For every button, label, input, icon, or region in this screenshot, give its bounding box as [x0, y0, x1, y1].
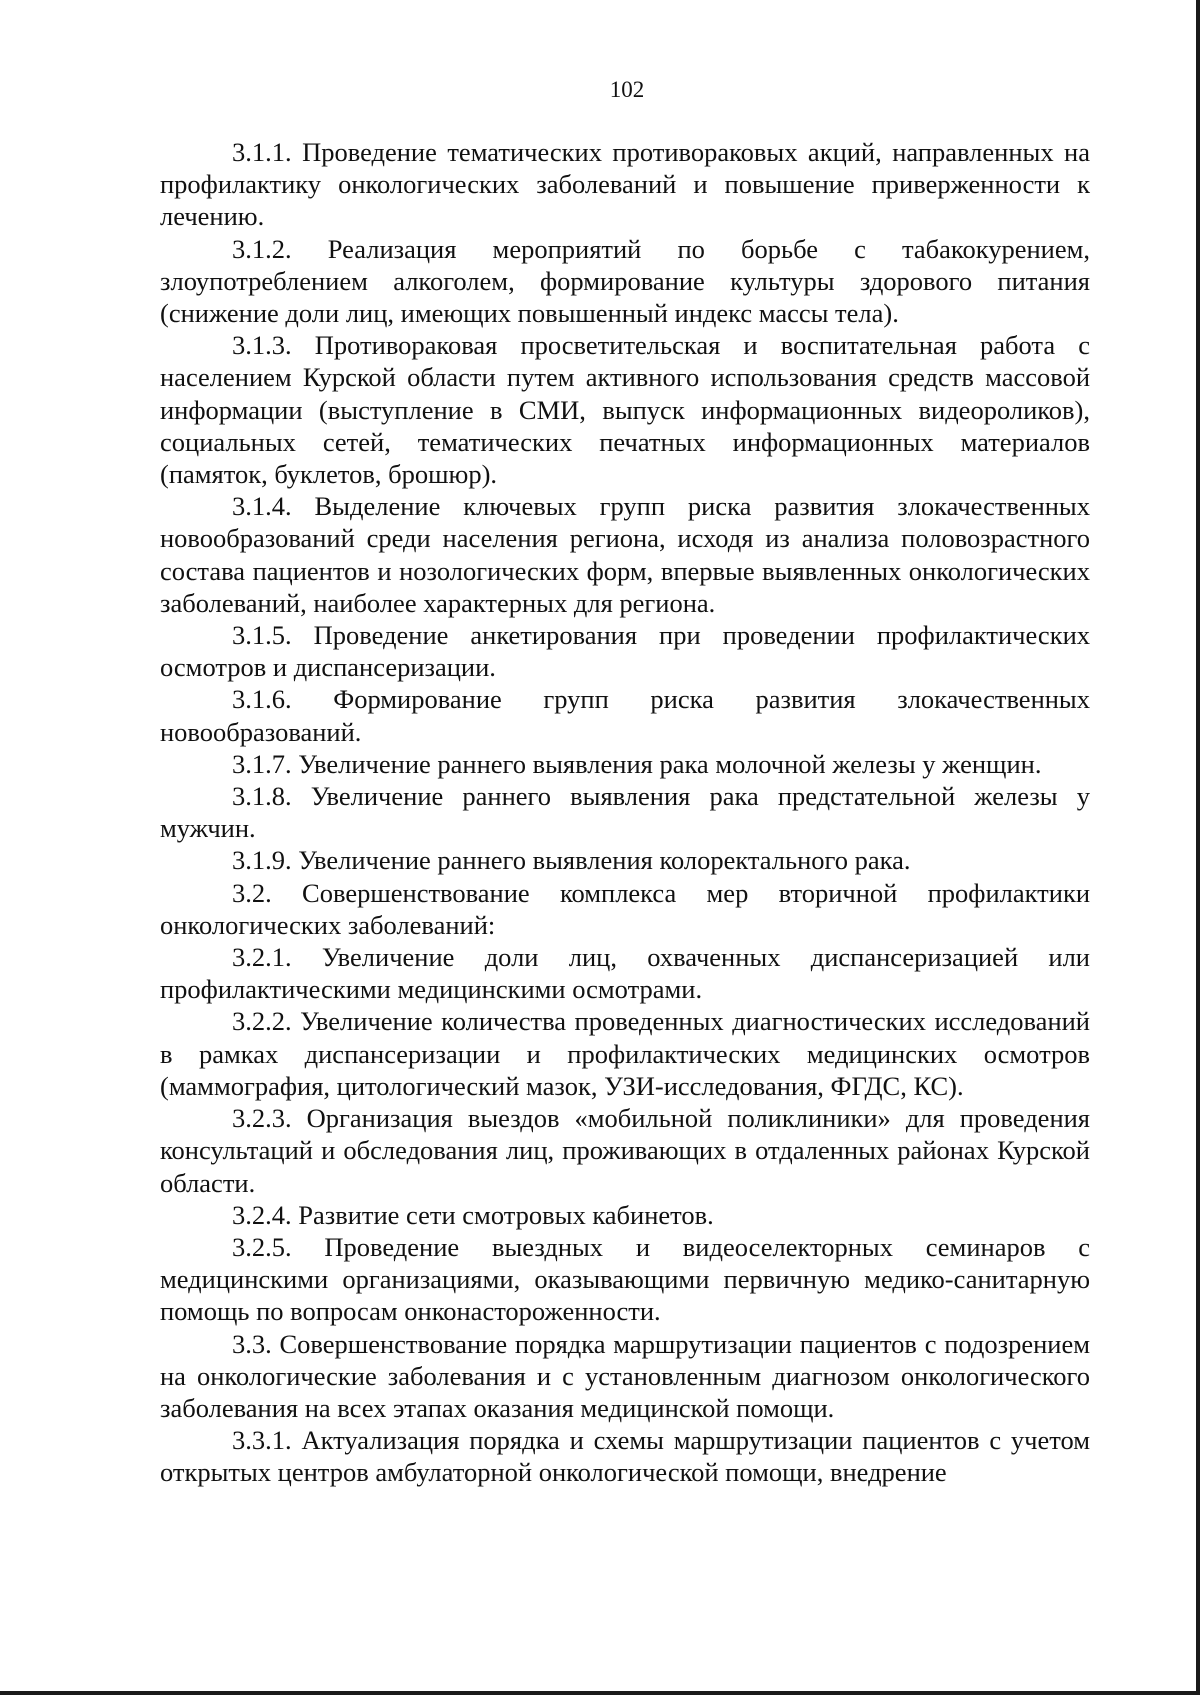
paragraph-3-1-8: 3.1.8. Увеличение раннего выявления рака предстательной железы у мужчин. [160, 781, 1090, 844]
paragraph-3-2-2: 3.2.2. Увеличение количества проведенных диагностических исследований в рамках диспансеризации и профилактических медицинских осмотров (маммография, цитологический мазок, УЗИ-исследования, ФГДС, КС). [160, 1006, 1090, 1101]
paragraph-3-2-3: 3.2.3. Организация выездов «мобильной поликлиники» для проведения консультаций и обследования лиц, проживающих в отдаленных районах Курской области. [160, 1103, 1090, 1198]
paragraph-3-1-6: 3.1.6. Формирование групп риска развития злокачественных новообразований. [160, 684, 1090, 747]
paragraph-3-1-1: 3.1.1. Проведение тематических противораковых акций, направленных на профилактику онкологических заболеваний и повышение приверженности к лечению. [160, 137, 1090, 232]
paragraph-3-1-4: 3.1.4. Выделение ключевых групп риска развития злокачественных новообразований среди населения региона, исходя из анализа половозрастного состава пациентов и нозологических форм, впервые выявленных онкологических заболеваний, наиболее характерных для региона. [160, 491, 1090, 618]
paragraph-3-1-7: 3.1.7. Увеличение раннего выявления рака молочной железы у женщин. [232, 748, 1042, 779]
document-body [160, 136, 1090, 1489]
page-number: 102 [609, 77, 645, 102]
paragraph-3-1-9: 3.1.9. Увеличение раннего выявления колоректального рака. [232, 845, 911, 876]
scan-edge-bottom [0, 1691, 1200, 1695]
paragraph-3-2-1: 3.2.1. Увеличение доли лиц, охваченных диспансеризацией или профилактическими медицинскими осмотрами. [160, 942, 1090, 1005]
scan-edge-right [1196, 0, 1200, 1695]
paragraph-3-2-4: 3.2.4. Развитие сети смотровых кабинетов. [232, 1199, 714, 1230]
paragraph-3-2: 3.2. Совершенствование комплекса мер вторичной профилактики онкологических заболеваний: [160, 877, 1090, 940]
paragraph-3-1-2: 3.1.2. Реализация мероприятий по борьбе с табакокурением, злоупотреблением алкоголем, формирование культуры здорового питания (снижение доли лиц, имеющих повышенный индекс массы тела). [160, 233, 1090, 329]
paragraph-3-1-3: 3.1.3. Противораковая просветительская и воспитательная работа с населением Курской области путем активного использования средств массовой информации (выступление в СМИ, выпуск информационных видеороликов), социальных сетей, тематических печатных информационных материалов (памяток, буклетов, брошюр). [160, 330, 1090, 490]
paragraph-3-1-5: 3.1.5. Проведение анкетирования при проведении профилактических осмотров и диспансеризации. [160, 620, 1090, 683]
paragraph-3-2-5: 3.2.5. Проведение выездных и видеоселекторных семинаров с медицинскими организациями, оказывающими первичную медико-санитарную помощь по вопросам онконастороженности. [160, 1231, 1090, 1327]
paragraph-3-3-1: 3.3.1. Актуализация порядка и схемы маршрутизации пациентов с учетом открытых центров амбулаторной онкологической помощи, внедрение [160, 1425, 1090, 1488]
paragraph-3-3: 3.3. Совершенствование порядка маршрутизации пациентов с подозрением на онкологические заболевания и с установленным диагнозом онкологического заболевания на всех этапах оказания медицинской помощи. [160, 1328, 1090, 1423]
